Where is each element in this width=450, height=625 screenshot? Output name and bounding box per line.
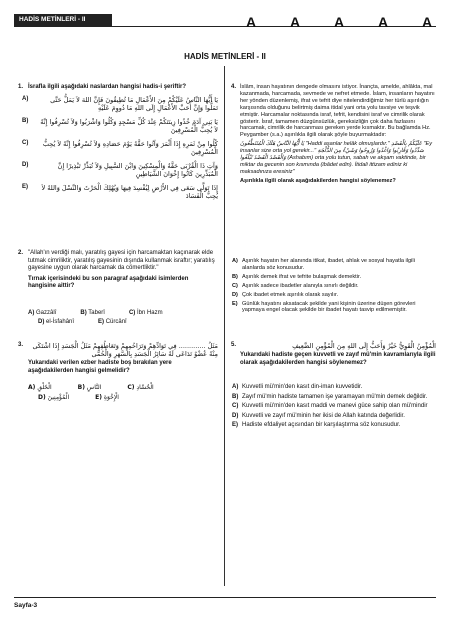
question-stem: Tırnak içerisindeki bu son paragraf aşağıdaki isimlerden hangisine aittir? [28, 275, 189, 289]
question-3 [18, 342, 218, 375]
question-1 [18, 84, 218, 92]
question-2 [18, 250, 218, 291]
hadith-text: الْمُؤْمِنُ الْقَوِيُّ خَيْرٌ وَأَحَبُّ إِلَى اللهِ مِنَ الْمُؤْمِنِ الضَّعِيفِ [292, 342, 436, 350]
question-number: 1. [18, 84, 24, 90]
column-divider [224, 66, 225, 586]
question-stem: İsrafla ilgili aşağıdaki naslardan hangisi hadis-i şeriftir? [28, 84, 187, 90]
page-title: HADİS METİNLERİ - II [184, 52, 266, 61]
q4-option-b[interactable]: B) Aşırılık demek ifrat ve tefrite bulaşmak demektir. [232, 273, 362, 280]
q2-option-b[interactable]: B) Taberî [80, 310, 105, 316]
page-number: Sayfa-3 [14, 602, 38, 609]
question-5 [231, 342, 436, 367]
q2-option-e[interactable]: E) Cürcânî [98, 318, 127, 325]
option-text: وَآتِ ذَا الْقُرْبَى حَقَّهُ وَالْمِسْكِينَ وَابْنَ السَّبِيلِ وَلاَ تُبَذِّرْ تَبْذِيرًا إِنَّ الْمُبَذِّرِينَ كَانُوا إِخْوَانَ الشَّيَاطِينِ [57, 161, 218, 178]
question-stem: Yukarıdaki verilen ezber hadiste boş bırakılan yere aşağıdakilerden hangisi gelmelidir? [28, 360, 172, 374]
booklet-letter: A [246, 14, 257, 30]
q4-option-e[interactable]: E) Günlük hayatını aksatacak şekilde yani kişinin üzerine düşen görevleri yapmaya engel olacak şekilde bir ibadet hayatı tasvip edilmemiştir. [232, 300, 416, 314]
booklet-letter: A [378, 14, 389, 30]
q5-option-a[interactable]: A) Kuvvetli mü'min'den kasıt din-iman kuvvetidir. [232, 384, 363, 390]
option-text: إِذَا تَوَلَّى سَعَى فِي الأَرْضِ لِيُفْسِدَ فِيهَا وَيُهْلِكَ الْحَرْثَ وَالنَّسْلَ وَاللهُ لاَ يُحِبُّ الْفَسَادَ [41, 183, 218, 200]
q4-option-c[interactable]: C) Aşırılık sadece ibadetler alanıyla sınırlı değildir. [232, 282, 359, 289]
subject-tab: HADİS METİNLERİ - II [14, 14, 112, 26]
question-4 [231, 84, 436, 185]
q3-option-a[interactable]: A) الْخَلْقِ [28, 384, 52, 391]
question-number: 4. [231, 84, 237, 90]
question-text: "Allah'ın verdiği malı, yaratılış gayesi için harcamaktan kaçınarak elde tutmak cimriliktir, yaratılış gayesinin dışında kullanmak israftır; yaratılış gayesine uygun olarak harcamak da cömertliktir." [28, 250, 215, 271]
q3-option-c[interactable]: C) الْحُسَّادِ [127, 384, 154, 391]
question-text: İslâm, insan hayatının dengede olmasını istiyor. İnançta, amelde, ahlâkta, mal kazanmada, harcamada, sevmede ve nefret etmede. İslam, insanların hayatını her yönden düzenlemiş, ifrat ve tefrit diye nitelendirdiğimiz her türlü aşırılığın karşısında olduğunu belirtmiş daima itidal yani orta yolu tavsiye ve teşvik etmiştir. Harcamalar noktasında israf, tefrit, kendisini israf ve cimrilik olarak gösterir. İsraf, tamamen düzgünsüzlük, gereksizliğin çok daha fazlasını harcamak, cimrilik de harcanması gereken yerde kısmaktır. Bu bağlamda Hz. Peygamber (s.a.) aşırılıkla ilgili olarak şöyle buyurmaktadır: [240, 84, 435, 139]
question-number: 5. [231, 342, 237, 348]
hadith-quotes: يَا أَيُّهَا النَّاسُ هَلَكَ الْمُتَنَطِّعُونَ "Haddi aşanlar helâk olmuşlardır." عَلَيْكُمْ بِالْقَصْدِ "Ey insanlar size orta yol gerekir..." سَدِّدُوا وَقَارِبُوا وَاغْدُوا وَرُوحُوا وَشَيْءٌ مِنَ الدُّلْجَةِ وَالْقَصْدَ الْقَصْدَ تَبْلُغُوا (Ashabım) orta yolu tutun, sabah ve akşam vaktinde, bir miktar da gecenin son kısmında (ibâdet edin). İtidali ittizam ediniz ki maksadınıza eresiniz" [240, 141, 433, 175]
q3-option-d[interactable]: D) الْمُؤْمِنِينَ [38, 393, 70, 401]
q2-option-a[interactable]: A) Gazzâlî [28, 310, 57, 316]
option-text: كُلُوا مِنْ ثَمَرِهِ إِذَا أَثْمَرَ وَآتُوا حَقَّهُ يَوْمَ حَصَادِهِ وَلاَ تُسْرِفُوا إِنَّهُ لاَ يُحِبُّ الْمُسْرِفِينَ [42, 139, 218, 156]
q1-option-c[interactable]: C) كُلُوا مِنْ ثَمَرِهِ إِذَا أَثْمَرَ وَآتُوا حَقَّهُ يَوْمَ حَصَادِهِ وَلاَ تُسْرِفُوا إِنَّهُ لاَ يُحِبُّ الْمُسْرِفِينَ [22, 139, 218, 156]
header-bar [14, 8, 436, 30]
booklet-letter: A [422, 14, 433, 30]
question-number: 3. [18, 342, 24, 348]
question-number: 2. [18, 250, 24, 256]
q3-option-b[interactable]: B) النَّاسِ [77, 384, 102, 391]
q4-options [232, 258, 436, 316]
q4-option-a[interactable]: A) Aşırılık hayatın her alanında itikat, ibadet, ahlak ve sosyal hayatla ilgili alanlarda söz konusudur. [232, 258, 415, 271]
q1-option-d[interactable]: D) وَآتِ ذَا الْقُرْبَى حَقَّهُ وَالْمِسْكِينَ وَابْنَ السَّبِيلِ وَلاَ تُبَذِّرْ تَبْذِيرًا إِنَّ الْمُبَذِّرِينَ كَانُوا إِخْوَانَ الشَّيَاطِينِ [22, 161, 218, 178]
booklet-letter: A [290, 14, 301, 30]
q2-option-c[interactable]: C) İbn Hazm [128, 310, 163, 316]
question-stem: Aşırılıkla ilgili olarak aşağıdakilerden hangisi söylenemez? [240, 177, 396, 184]
q5-option-c[interactable]: C) Kuvvetli mü'min'den kasıt maddi ve manevi güce sahip olan mü'mindir [232, 403, 428, 409]
q1-option-a[interactable]: A) يَا أَيُّهَا النَّاسُ عَلَيْكُمْ مِنَ الأَعْمَالِ مَا تُطِيقُونَ فَإِنَّ اللهَ لاَ يَمَلُّ حَتَّى تَمَلُّوا وَإِنَّ أَحَبَّ الأَعْمَالِ إِلَى اللهِ مَا دُووِمَ عَلَيْهِ [22, 95, 218, 112]
q2-option-d[interactable]: D) el-İsfahânî [38, 318, 75, 325]
option-text: يَا أَيُّهَا النَّاسُ عَلَيْكُمْ مِنَ الأَعْمَالِ مَا تُطِيقُونَ فَإِنَّ اللهَ لاَ يَمَلُّ حَتَّى تَمَلُّوا وَإِنَّ أَحَبَّ الأَعْمَالِ إِلَى اللهِ مَا دُووِمَ عَلَيْهِ [50, 95, 218, 112]
q5-option-b[interactable]: B) Zayıf mü'min hadiste tamamen işe yaramayan mü'min demek değildir. [232, 393, 428, 400]
q5-option-e[interactable]: E) Hadiste efdaliyet açısından bir karşılaştırma söz konusudur. [232, 422, 401, 428]
q1-option-e[interactable]: E) إِذَا تَوَلَّى سَعَى فِي الأَرْضِ لِيُفْسِدَ فِيهَا وَيُهْلِكَ الْحَرْثَ وَالنَّسْلَ وَاللهُ لاَ يُحِبُّ الْفَسَادَ [22, 183, 218, 200]
q3-options [28, 384, 218, 401]
q1-option-b[interactable]: B) يَا بَنِي آدَمَ خُذُوا زِينَتَكُمْ عِنْدَ كُلِّ مَسْجِدٍ وَكُلُوا وَاشْرَبُوا وَلاَ تُسْرِفُوا إِنَّهُ لاَ يُحِبُّ الْمُسْرِفِينَ [22, 117, 218, 134]
q5-option-d[interactable]: D) Kuvvetli ve zayıf mü'minin her ikisi de Allah katında değerlidir. [232, 412, 405, 419]
hadith-text: مَثَلُ ............. فِي تَوَادِّهِمْ وَتَرَاحُمِهِمْ وَتَعَاطُفِهِمْ مَثَلُ الْجَسَدِ إِذَا اشْتَكَى مِنْهُ عُضْوٌ تَدَاعَى لَهُ سَائِرُ الْجَسَدِ بِالسَّهَرِ وَالْحُمَّى [32, 342, 218, 358]
booklet-letter: A [334, 14, 345, 30]
q3-option-e[interactable]: E) الْإِخْوَةِ [95, 393, 119, 401]
q4-option-d[interactable]: D) Çok ibadet etmek aşırılık olarak sayılır. [232, 291, 339, 298]
question-stem: Yukarıdaki hadiste geçen kuvvetli ve zayıf mü'min kavramlarıyla ilgili olarak aşağıdakilerden hangisi söylenemez? [240, 352, 436, 366]
option-text: يَا بَنِي آدَمَ خُذُوا زِينَتَكُمْ عِنْدَ كُلِّ مَسْجِدٍ وَكُلُوا وَاشْرَبُوا وَلاَ تُسْرِفُوا إِنَّهُ لاَ يُحِبُّ الْمُسْرِفِينَ [40, 117, 218, 134]
q2-options [28, 310, 218, 326]
footer-divider [14, 597, 436, 598]
q5-options [232, 384, 436, 432]
